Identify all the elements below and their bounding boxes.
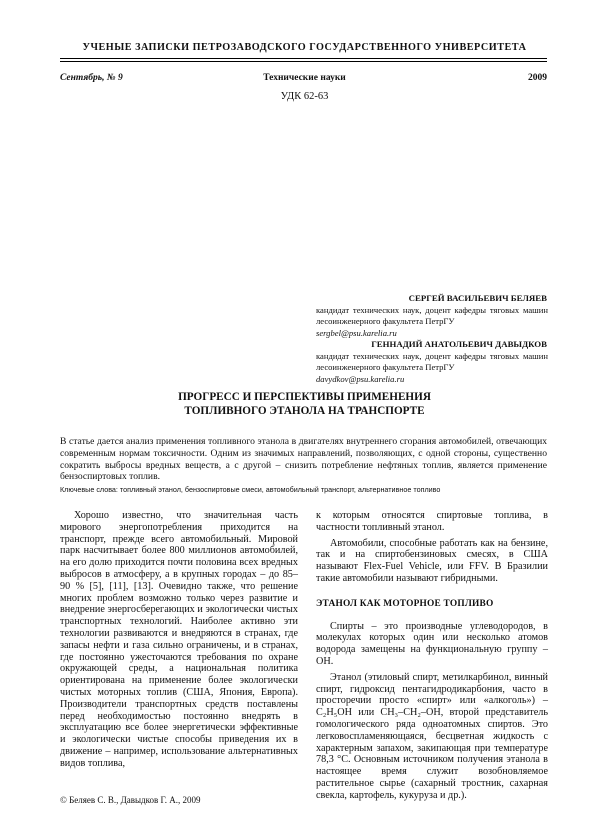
author-name-2: ГЕННАДИЙ АНАТОЛЬЕВИЧ ДАВЫДКОВ bbox=[371, 339, 547, 349]
paragraph: Хорошо известно, что значительная часть мирового энергопотребления приходится на транспорт, прежде всего автомобильный. Мировой парк насчитывает более 800 миллионов автомобилей, на его долю приходится почти половина всех вредных выбросов в атмосферу, а в крупных городах – до 85–90 % [5], [11], [13]. Очевидно также, что решение многих проблем возможно только через развитие и внедрение энергосберегающих и экологически чистых транспортных технологий. Наиболее активно эти технологии развиваются и внедряются в странах, где запасы нефти и газа сильно ограничены, и в странах, где постоянно ужесточаются требования по охране окружающей среды, а национальная политика ориентирована на применение более экологически чистых моторных топлив (США, Япония, Европа). Производители транспортных средств поставлены перед необходимостью постоянно внедрять в эксплуатацию все более энергетически эффективные и экологически чистые способы приведения их в движение – например, использование альтернативных видов топлива, bbox=[60, 510, 298, 769]
paragraph: Этанол (этиловый спирт, метилкарбинол, винный спирт, гидроксид пентагидродикарбония, часто в просторечии просто «спирт» или «алкоголь») – C₂H₅OH или CH₃–CH₂–OH, второй представитель гомологического ряда одноатомных спиртов. Это легковоспламеняющаяся, бесцветная жидкость с характерным запахом, закипающая при температуре 78,3 °C. Основным источником получения этанола в настоящее время служит возобновляемое растительное сырье (сахарный тростник, сахарная свекла, картофель, кукуруза и др.). bbox=[316, 671, 548, 801]
right-column bbox=[316, 510, 548, 802]
header-rule-top bbox=[60, 58, 547, 59]
section-heading: ЭТАНОЛ КАК МОТОРНОЕ ТОПЛИВО bbox=[316, 598, 494, 609]
author-email-2: davydkov@psu.karelia.ru bbox=[316, 374, 405, 384]
paragraph: к которым относятся спиртовые топлива, в частности топливный этанол. bbox=[316, 510, 548, 533]
issue-label: Сентябрь, № 9 bbox=[60, 73, 123, 83]
title-line-2: ТОПЛИВНОГО ЭТАНОЛА НА ТРАНСПОРТЕ bbox=[184, 405, 425, 417]
abstract: В статье дается анализ применения топливного этанола в двигателях внутреннего сгорания автомобилей, отвечающих современным нормам токсичности. Одним из значимых направлений, позволяющих, с одной стороны, существенно сократить выбросы вредных веществ, а с другой – снизить потребление нефтяных топлив, является применение бензоспиртовых топлив. bbox=[60, 436, 547, 483]
copyright: © Беляев С. В., Давыдков Г. А., 2009 bbox=[60, 795, 201, 805]
left-column bbox=[60, 510, 298, 770]
journal-title: УЧЕНЫЕ ЗАПИСКИ ПЕТРОЗАВОДСКОГО ГОСУДАРСТВЕННОГО УНИВЕРСИТЕТА bbox=[82, 42, 527, 53]
author-affiliation-1: кандидат технических наук, доцент кафедры тяговых машин лесоинженерного факультета ПетрГУ bbox=[316, 305, 548, 326]
year-label: 2009 bbox=[528, 73, 547, 83]
author-affiliation-2: кандидат технических наук, доцент кафедры тяговых машин лесоинженерного факультета ПетрГУ bbox=[316, 351, 548, 372]
keywords: Ключевые слова: топливный этанол, бензоспиртовые смеси, автомобильный транспорт, альтернативное топливо bbox=[60, 485, 441, 494]
paragraph: Спирты – это производные углеводородов, в молекулах которых один или несколько атомов водорода замещены на функциональную группу – OH. bbox=[316, 620, 548, 667]
header-rule-bottom bbox=[60, 61, 547, 62]
author-name-1: СЕРГЕЙ ВАСИЛЬЕВИЧ БЕЛЯЕВ bbox=[408, 293, 547, 303]
article-title bbox=[0, 390, 609, 418]
author-email-1: sergbel@psu.karelia.ru bbox=[316, 328, 397, 338]
udk-code: УДК 62-63 bbox=[280, 91, 329, 102]
paragraph: Автомобили, способные работать как на бензине, так и на спиртобензиновых смесях, в США называют Flex-Fuel Vehicle, или FFV. В Бразилии такие автомобили называют гибридными. bbox=[316, 537, 548, 584]
section-label: Технические науки bbox=[263, 73, 346, 83]
title-line-1: ПРОГРЕСС И ПЕРСПЕКТИВЫ ПРИМЕНЕНИЯ bbox=[178, 391, 431, 403]
